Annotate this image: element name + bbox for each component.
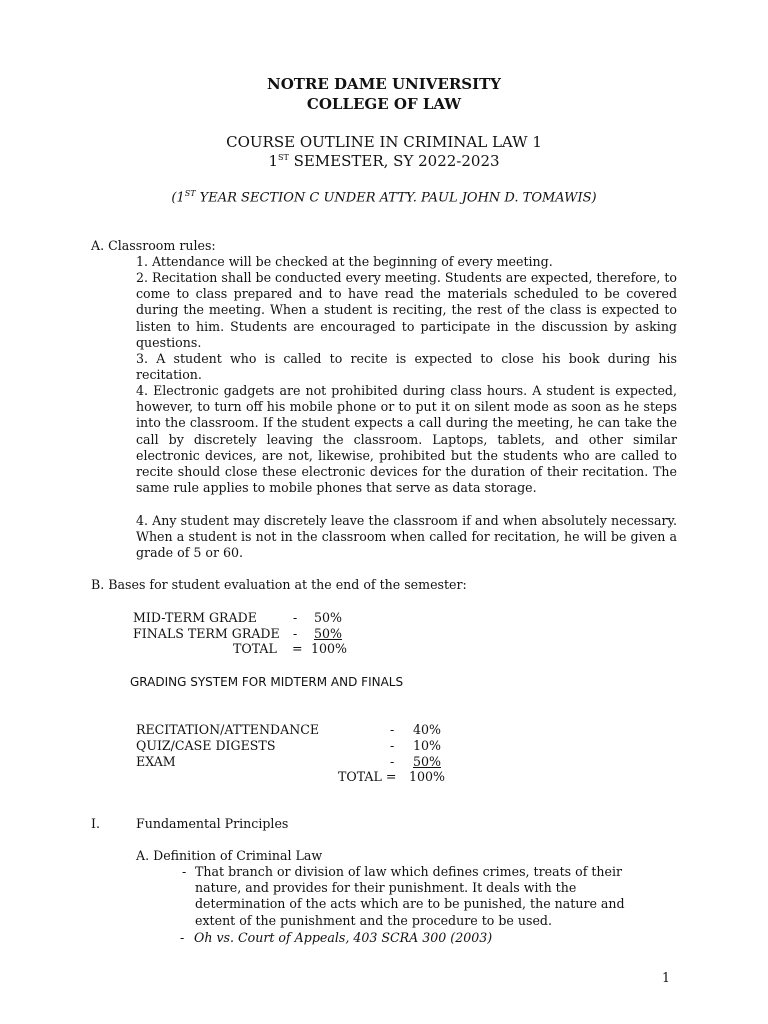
quiz-op: - xyxy=(390,738,395,753)
rule-4: 4. Electronic gadgets are not prohibited during class hours. A student is expected, however, to turn off his mobile phone or to put it on silent mode as soon as he steps into the classroom. If the student expects a call during the meeting, he can take the call by discretely leaving the classroom. Laptops, tablets, and other similar electronic devices, are not, likewise, prohibited but the students who are called to recite should close these electronic devices for the duration of their recitation. The same rule applies to mobile phones that serve as data storage. xyxy=(136,383,677,496)
grading-total-label: TOTAL = xyxy=(338,769,397,784)
college-name: COLLEGE OF LAW xyxy=(306,95,462,113)
section-rest: YEAR SECTION C UNDER ATTY. PAUL JOHN D. TOMAWIS) xyxy=(195,190,597,206)
recitation-label: RECITATION/ATTENDANCE xyxy=(136,722,320,737)
quiz-value: 10% xyxy=(413,738,441,753)
section-sup: ST xyxy=(184,189,196,198)
definition-dash: - xyxy=(182,864,187,879)
semester-rest: SEMESTER, SY 2022-2023 xyxy=(288,152,500,170)
definition-heading: A. Definition of Criminal Law xyxy=(136,848,323,863)
semester-num: 1 xyxy=(268,152,278,170)
citation-text: Oh vs. Court of Appeals, 403 SCRA 300 (2003) xyxy=(194,930,493,945)
midterm-label: MID-TERM GRADE xyxy=(133,610,257,625)
grading-system-title: GRADING SYSTEM FOR MIDTERM AND FINALS xyxy=(130,675,404,689)
classroom-rules-heading: A. Classroom rules: xyxy=(91,238,216,253)
exam-op: - xyxy=(390,754,395,769)
rule-2: 2. Recitation shall be conducted every meeting. Students are expected, therefore, to come to class prepared and to have read the materials scheduled to be covered during the meeting. When a student is reciting, the rest of the class is expected to listen to him. Students are encouraged to participate in the discussion by asking questions. xyxy=(136,270,677,350)
definition-text: That branch or division of law which defines crimes, treats of their nature, and provides for their punishment. It deals with the determination of the acts which are to be punished, the nature and extent of the punishment and the procedure to be used. xyxy=(195,864,625,928)
midterm-value: 50% xyxy=(314,610,342,625)
citation-dash: - xyxy=(180,930,185,945)
recitation-op: - xyxy=(390,722,395,737)
page-number: 1 xyxy=(662,970,671,985)
exam-label: EXAM xyxy=(136,754,176,769)
midterm-op: - xyxy=(293,610,298,625)
exam-value: 50% xyxy=(413,754,441,769)
total-label: TOTAL xyxy=(233,641,277,656)
finals-op: - xyxy=(293,626,298,641)
finals-value: 50% xyxy=(314,626,342,641)
quiz-label: QUIZ/CASE DIGESTS xyxy=(136,738,276,753)
rule-5: 4. Any student may discretely leave the classroom if and when absolutely necessary. When a student is not in the classroom when called for recitation, he will be given a grade of 5 or 60. xyxy=(136,513,677,561)
recitation-value: 40% xyxy=(413,722,441,737)
section-open: (1 xyxy=(171,190,185,206)
section-line xyxy=(0,189,768,205)
total-value: 100% xyxy=(311,641,348,656)
semester-sup: ST xyxy=(277,153,289,162)
university-name: NOTRE DAME UNIVERSITY xyxy=(266,75,502,93)
section-i-title: Fundamental Principles xyxy=(136,816,289,831)
rule-3: 3. A student who is called to recite is expected to close his book during his recitation. xyxy=(136,351,677,383)
finals-label: FINALS TERM GRADE xyxy=(133,626,280,641)
rule-1: 1. Attendance will be checked at the beginning of every meeting. xyxy=(136,254,553,269)
total-op: = xyxy=(292,641,303,656)
section-i-numeral: I. xyxy=(91,816,100,831)
semester-line xyxy=(0,152,768,170)
course-title: COURSE OUTLINE IN CRIMINAL LAW 1 xyxy=(226,133,542,151)
grading-total-value: 100% xyxy=(409,769,446,784)
evaluation-heading: B. Bases for student evaluation at the end of the semester: xyxy=(91,577,467,592)
